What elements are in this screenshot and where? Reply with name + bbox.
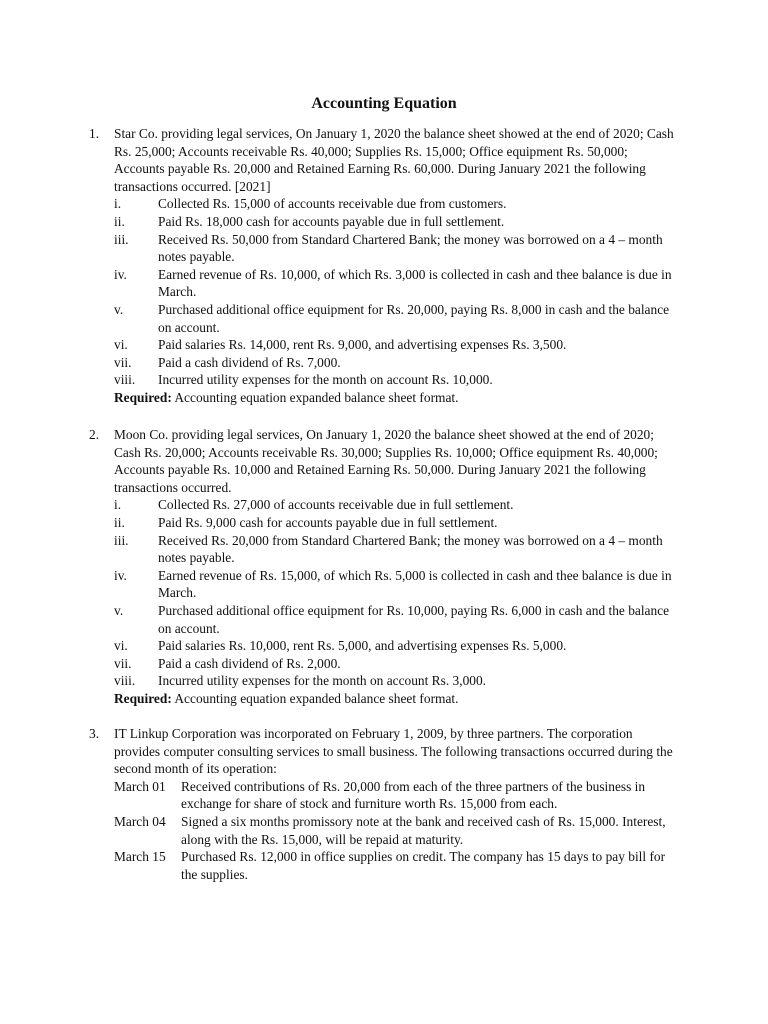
list-item: viii. Incurred utility expenses for the month on account Rs. 3,000. xyxy=(114,673,486,689)
list-item: March 15 Purchased Rs. 12,000 in office supplies on credit. The company has 15 days to pay bill for the supplies. xyxy=(114,849,666,882)
required-line: Required: Accounting equation expanded balance sheet format. xyxy=(114,389,459,405)
problem-body xyxy=(114,125,679,407)
problem-body xyxy=(114,426,679,708)
page-title: Accounting Equation xyxy=(311,95,457,112)
list-item: vi. Paid salaries Rs. 10,000, rent Rs. 5,000, and advertising expenses Rs. 5,000. xyxy=(114,638,567,654)
list-item: vii. Paid a cash dividend of Rs. 7,000. xyxy=(114,354,341,370)
problem-intro: Star Co. providing legal services, On January 1, 2020 the balance sheet showed at the end of 2020; Cash Rs. 25,000; Accounts receivable Rs. 40,000; Supplies Rs. 15,000; Office equipment Rs. 50,000; Accounts payable Rs. 20,000 and Retained Earning Rs. 60,000. During January 2021 the following transactions occurred. [2021] xyxy=(114,126,674,194)
transaction-date: March 04 xyxy=(114,813,166,829)
required-label: Required: xyxy=(114,690,172,706)
list-item: March 01 Received contributions of Rs. 20,000 from each of the three partners of the business in exchange for share of stock and furniture worth Rs. 15,000 from each. xyxy=(114,778,646,812)
list-item: iv. Earned revenue of Rs. 10,000, of which Rs. 3,000 is collected in cash and thee balance is due in March. xyxy=(114,266,672,300)
problem-number: 2. xyxy=(89,427,100,442)
problem-number: 1. xyxy=(89,126,100,141)
list-item: iv. Earned revenue of Rs. 15,000, of which Rs. 5,000 is collected in cash and thee balance is due in March. xyxy=(114,567,672,601)
list-item: ii. Paid Rs. 9,000 cash for accounts payable due in full settlement. xyxy=(114,514,498,530)
problem-body xyxy=(114,725,679,883)
list-item: vii. Paid a cash dividend of Rs. 2,000. xyxy=(114,655,341,671)
list-item: ii. Paid Rs. 18,000 cash for accounts payable due in full settlement. xyxy=(114,213,505,229)
transaction-list xyxy=(114,195,679,389)
list-item: i. Collected Rs. 27,000 of accounts receivable due in full settlement. xyxy=(114,497,514,513)
list-item: iii. Received Rs. 20,000 from Standard Chartered Bank; the money was borrowed on a 4 – month notes payable. xyxy=(114,532,663,566)
transaction-date: March 01 xyxy=(114,778,166,794)
required-label: Required: xyxy=(114,389,172,405)
list-item: v. Purchased additional office equipment for Rs. 10,000, paying Rs. 6,000 in cash and the balance on account. xyxy=(114,602,670,636)
list-item: v. Purchased additional office equipment for Rs. 20,000, paying Rs. 8,000 in cash and the balance on account. xyxy=(114,301,670,335)
problem-intro: Moon Co. providing legal services, On January 1, 2020 the balance sheet showed at the end of 2020; Cash Rs. 20,000; Accounts receivable Rs. 30,000; Supplies Rs. 10,000; Office equipment Rs. 40,000; Accounts payable Rs. 10,000 and Retained Earning Rs. 50,000. During January 2021 the following transactions occurred. xyxy=(114,427,658,495)
problem-intro: IT Linkup Corporation was incorporated on February 1, 2009, by three partners. The corporation provides computer consulting services to small business. The following transactions occurred during the second month of its operation: xyxy=(114,726,673,777)
list-item: iii. Received Rs. 50,000 from Standard Chartered Bank; the money was borrowed on a 4 – month notes payable. xyxy=(114,231,663,265)
list-item: viii. Incurred utility expenses for the month on account Rs. 10,000. xyxy=(114,372,493,388)
problem-number: 3. xyxy=(89,726,100,741)
list-item: i. Collected Rs. 15,000 of accounts receivable due from customers. xyxy=(114,196,507,212)
transaction-date: March 15 xyxy=(114,849,166,865)
transaction-list xyxy=(114,778,679,884)
list-item: vi. Paid salaries Rs. 14,000, rent Rs. 9,000, and advertising expenses Rs. 3,500. xyxy=(114,337,567,353)
transaction-list xyxy=(114,496,679,690)
list-item: March 04 Signed a six months promissory note at the bank and received cash of Rs. 15,000. Interest, along with the Rs. 15,000, will be repaid at maturity. xyxy=(114,813,666,847)
required-line: Required: Accounting equation expanded balance sheet format. xyxy=(114,690,459,706)
